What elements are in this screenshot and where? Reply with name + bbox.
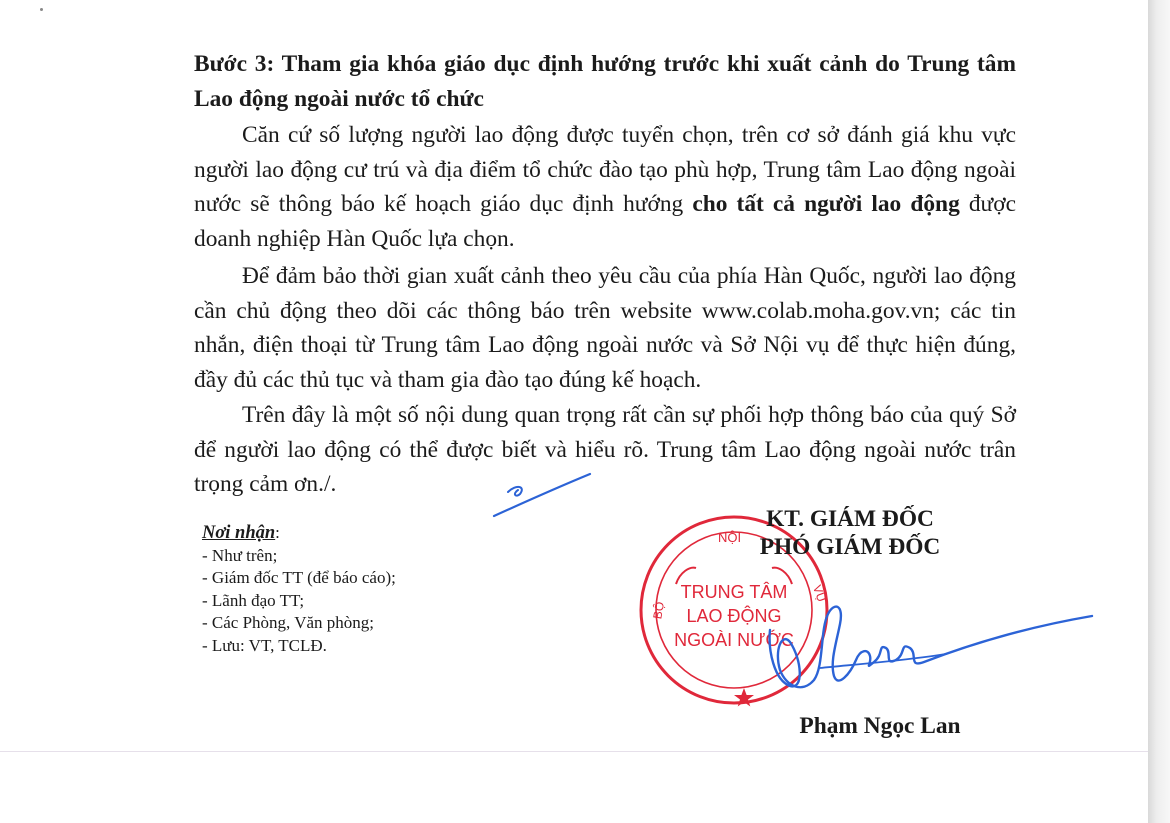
signer-name: Phạm Ngọc Lan [799, 713, 961, 739]
signature-title-line1: KT. GIÁM ĐỐC [766, 506, 934, 532]
page-edge-shadow [1148, 0, 1170, 823]
recipient-item: - Lưu: VT, TCLĐ. [202, 635, 327, 655]
paragraph-exit-schedule [194, 259, 1016, 397]
para1-text-b: được doanh nghiệp Hàn Quốc lựa chọn. [194, 191, 1016, 252]
page-bottom-divider [0, 751, 1148, 752]
para2-text: Để đảm bảo thời gian xuất cảnh theo yêu cầu của phía Hàn Quốc, người lao động cần chủ động theo dõi các thông báo trên website www.colab.moha.gov.vn; các tin nhắn, điện thoại từ Trung tâm Lao động ngoài nước và Sở Nội vụ để thực hiện đúng, đầy đủ các thủ tục và tham gia đào tạo đúng kế hoạch. [194, 263, 1016, 393]
para1-text-a: Căn cứ số lượng người lao động được tuyển chọn, trên cơ sở đánh giá khu vực người lao động cư trú và địa điểm tổ chức đào tạo phù hợp, Trung tâm Lao động ngoài nước sẽ thông báo kế hoạch giáo dục định hướng [194, 122, 1016, 217]
seal-left-text: BỘ [650, 600, 668, 621]
recipient-item: - Lãnh đạo TT; [202, 590, 305, 610]
recipient-item: - Như trên; [202, 545, 278, 565]
paragraph-training-plan [194, 118, 1016, 256]
seal-center-line-1: TRUNG TÂM [680, 582, 788, 602]
paper-speck [40, 8, 43, 11]
seal-center-line-3: NGOÀI NƯỚC [674, 630, 794, 650]
seal-top-text: NỘI [718, 530, 742, 545]
pen-mark-icon [486, 470, 596, 525]
recipients-list [202, 522, 396, 657]
recipient-item: - Giám đốc TT (để báo cáo); [202, 568, 396, 587]
recipient-item: - Các Phòng, Văn phòng; [202, 613, 375, 632]
recipients-colon: : [275, 523, 280, 542]
para1-bold-text: cho tất cả người lao động [692, 191, 960, 217]
para3-text: Trên đây là một số nội dung quan trọng rất cần sự phối hợp thông báo của quý Sở để người lao động có thể được biết và hiểu rõ. Trung tâm Lao động ngoài nước trân trọng cảm ơn./. [194, 402, 1016, 497]
recipients-title: Nơi nhận [202, 523, 276, 543]
signature-title-line2: PHÓ GIÁM ĐỐC [759, 534, 941, 560]
seal-right-text: VỤ [809, 583, 829, 604]
handwritten-signature [760, 590, 1100, 700]
seal-center-line-2: LAO ĐỘNG [686, 606, 782, 626]
paragraph-closing [194, 398, 1016, 502]
step-3-heading: Bước 3: Tham gia khóa giáo dục định hướng trước khi xuất cảnh do Trung tâm Lao động ngoài nước tổ chức [194, 51, 1016, 112]
signature-title-block [700, 505, 1000, 561]
